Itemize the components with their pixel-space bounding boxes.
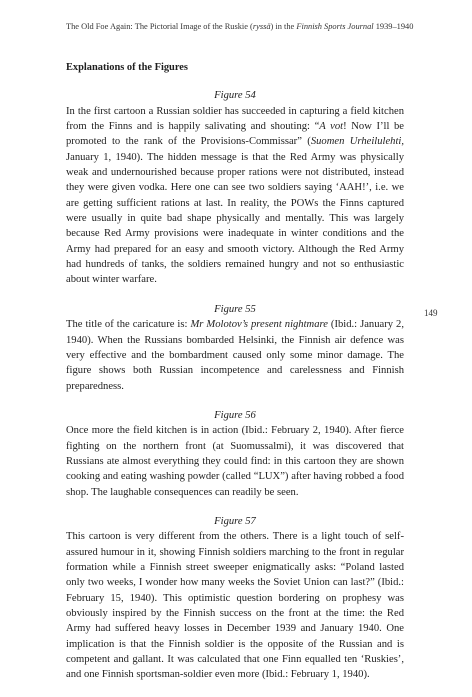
figure-57-title: Figure 57: [214, 515, 256, 527]
header-text-1: The Old Foe Again: The Pictorial Image of the Ruskie (: [66, 22, 253, 31]
header-text-3: 1939–1940: [373, 22, 414, 31]
figure-55-section: [66, 302, 404, 394]
figure-56-paragraph: [66, 423, 404, 500]
text-run: In the first cartoon a Russian soldier has succeeded in capturing a field kitchen from the Finns and is happily salivating and shouting: “: [66, 105, 404, 133]
figure-55-paragraph: [66, 317, 404, 394]
page-number: 149: [424, 308, 438, 318]
italic-run: Suomen Urheilulehti: [310, 136, 402, 148]
section-title: Explanations of the Figures: [66, 62, 188, 73]
italic-run: A vot: [319, 121, 344, 133]
italic-run: Mr Molotov’s present nightmare: [190, 319, 328, 331]
figure-57-paragraph: [66, 529, 404, 682]
figure-54-title: Figure 54: [214, 90, 256, 102]
text-run: The title of the caricature is:: [66, 319, 191, 331]
header-journal: Finnish Sports Journal: [296, 22, 374, 31]
running-header: [66, 22, 413, 31]
text-run: (Ibid.: January 2, 1940). When the Russians bombarded Helsinki, the Finnish air defence was very effective and the bombardment caused only some minor damage. The figure shows both Russian incompetence and carelessness and Finnish preparedness.: [66, 319, 404, 392]
figure-56-title: Figure 56: [214, 409, 256, 421]
figure-54-section: [66, 88, 404, 287]
page-body: [66, 60, 404, 697]
text-run: This cartoon is very different from the others. There is a light touch of self-assured humour in it, showing Finnish soldiers marching to the front in regular formation while a Finnish street sweeper enigmatically asks: “Poland lasted only two weeks, I wonder how many weeks the Soviet Union can last?” (Ibid.: February 15, 1940). This optimistic question bordering on prophesy was obviously inspired by the Finnish success on the front at the time: the Red Army had suffered heavy losses in December 1939 and January 1940. One implication is that the Finnish soldier is the opposite of the Russian and is competent and gallant. It was calculated that one Finn equalled ten ‘Ruskies’, and one Finnish sportsman-soldier even more (Ibid.: February 1, 1940).: [66, 531, 404, 681]
figure-56-section: [66, 408, 404, 500]
text-run: , January 1, 1940). The hidden message is that the Red Army was physically weak and undernourished because proper rations were not distributed, instead they were given vodka. Here one can see two soldiers saying ‘AAH!’, i.e. we are getting sufficient rations at last. In reality, the POWs the Finns captured were usually in quite bad shape physically and mentally. This was largely because Red Army provisions were inadequate in winter conditions and the Army had prepared for an easy and smooth victory. Although the Red Army had hundreds of tanks, the soldiers remained hungry and not so enthusiastic about winter warfare.: [66, 136, 405, 286]
figure-57-section: [66, 514, 404, 683]
header-text-2: ) in the: [270, 22, 297, 31]
text-run: ! Now I’ll be promoted to the rank of the Provisions-Commissar” (: [66, 121, 405, 148]
text-run: Once more the field kitchen is in action (Ibid.: February 2, 1940). After fierce fighting on the northern front (at Suomussalmi), it was discovered that Russians ate almost everything they could find: in this cartoon they are shown cooking and eating washing powder (called “LUX”) after having robbed a food shop. The laughable consequences can readily be seen.: [66, 425, 404, 498]
figure-55-title: Figure 55: [214, 303, 256, 315]
figure-54-paragraph: [66, 104, 404, 288]
header-ryssa: ryssä: [252, 22, 271, 31]
